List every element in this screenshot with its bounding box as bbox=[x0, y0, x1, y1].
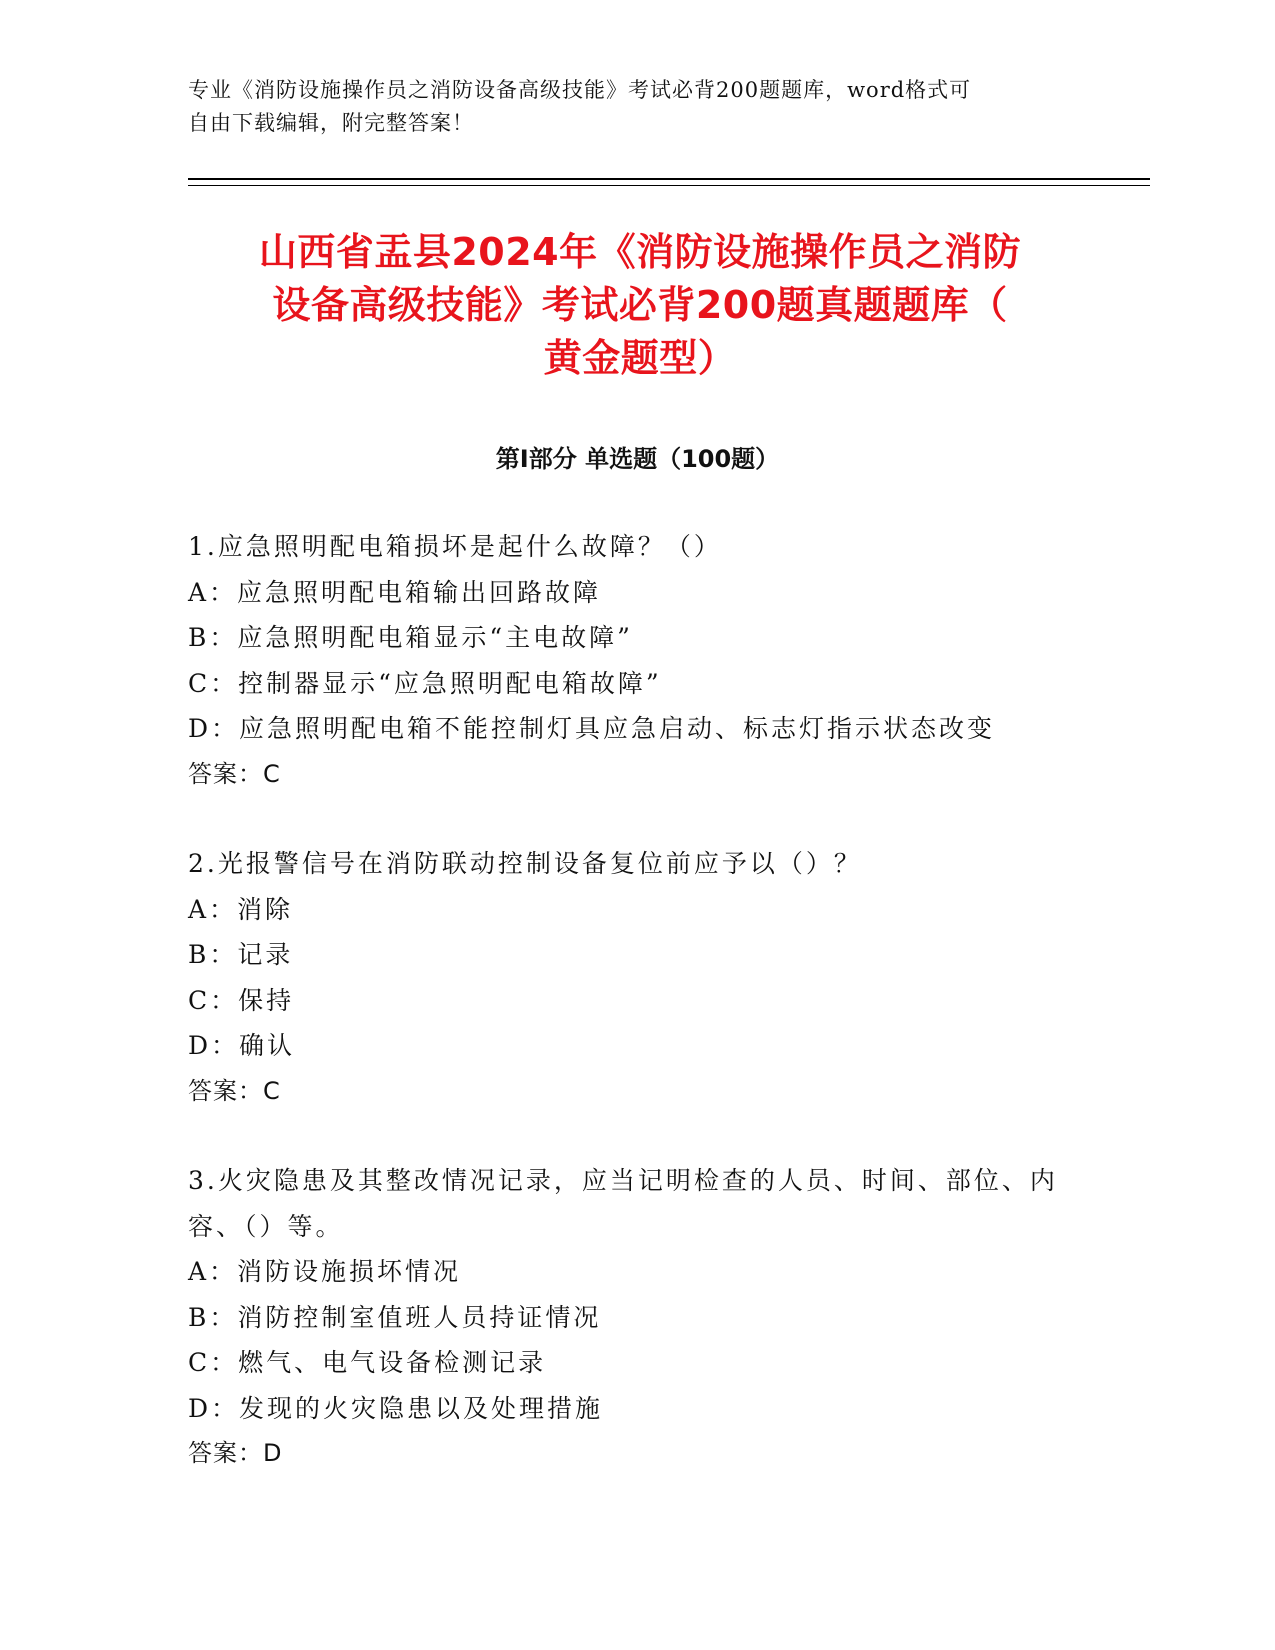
option-c: C：保持 bbox=[188, 985, 295, 1015]
question-stem: 2.光报警信号在消防联动控制设备复位前应予以（）？ bbox=[188, 849, 862, 878]
title-line-3: 黄金题型） bbox=[543, 336, 737, 380]
question-stem: 1.应急照明配电箱损坏是起什么故障？（） bbox=[188, 532, 722, 561]
question-3 bbox=[188, 1158, 1088, 1477]
header-divider-thin bbox=[188, 185, 1150, 186]
title-line-1: 山西省盂县2024年《消防设施操作员之消防 bbox=[258, 230, 1022, 274]
option-c: C：燃气、电气设备检测记录 bbox=[188, 1348, 547, 1377]
option-b: B：应急照明配电箱显示“主电故障” bbox=[188, 623, 633, 652]
option-a: A：应急照明配电箱输出回路故障 bbox=[188, 577, 602, 607]
option-d: D：应急照明配电箱不能控制灯具应急启动、标志灯指示状态改变 bbox=[188, 714, 996, 743]
section-heading: 第Ⅰ部分 单选题（100题） bbox=[495, 445, 780, 473]
option-b: B：消防控制室值班人员持证情况 bbox=[188, 1302, 602, 1332]
header-divider-thick bbox=[188, 178, 1150, 180]
option-c: C：控制器显示“应急照明配电箱故障” bbox=[188, 668, 662, 698]
answer: 答案：C bbox=[188, 759, 281, 788]
question-1 bbox=[188, 524, 1088, 797]
option-a: A：消防设施损坏情况 bbox=[188, 1257, 462, 1286]
document-intro bbox=[188, 74, 1068, 140]
title-line-2: 设备高级技能》考试必背200题真题题库（ bbox=[272, 283, 1008, 327]
option-d: D：发现的火灾隐患以及处理措施 bbox=[188, 1393, 604, 1423]
option-b: B：记录 bbox=[188, 940, 294, 969]
answer: 答案：D bbox=[188, 1439, 283, 1467]
option-d: D：确认 bbox=[188, 1031, 296, 1060]
answer: 答案：C bbox=[188, 1076, 281, 1105]
question-2 bbox=[188, 841, 1088, 1114]
question-list bbox=[188, 524, 1088, 1521]
question-stem: 3.火灾隐患及其整改情况记录，应当记明检查的人员、时间、部位、内容、（）等。 bbox=[188, 1166, 1058, 1241]
document-title bbox=[160, 226, 1120, 385]
option-a: A：消除 bbox=[188, 894, 294, 924]
intro-line-2: 自由下载编辑，附完整答案！ bbox=[188, 111, 474, 135]
intro-line-1: 专业《消防设施操作员之消防设备高级技能》考试必背200题题库，word格式可 bbox=[188, 78, 972, 102]
